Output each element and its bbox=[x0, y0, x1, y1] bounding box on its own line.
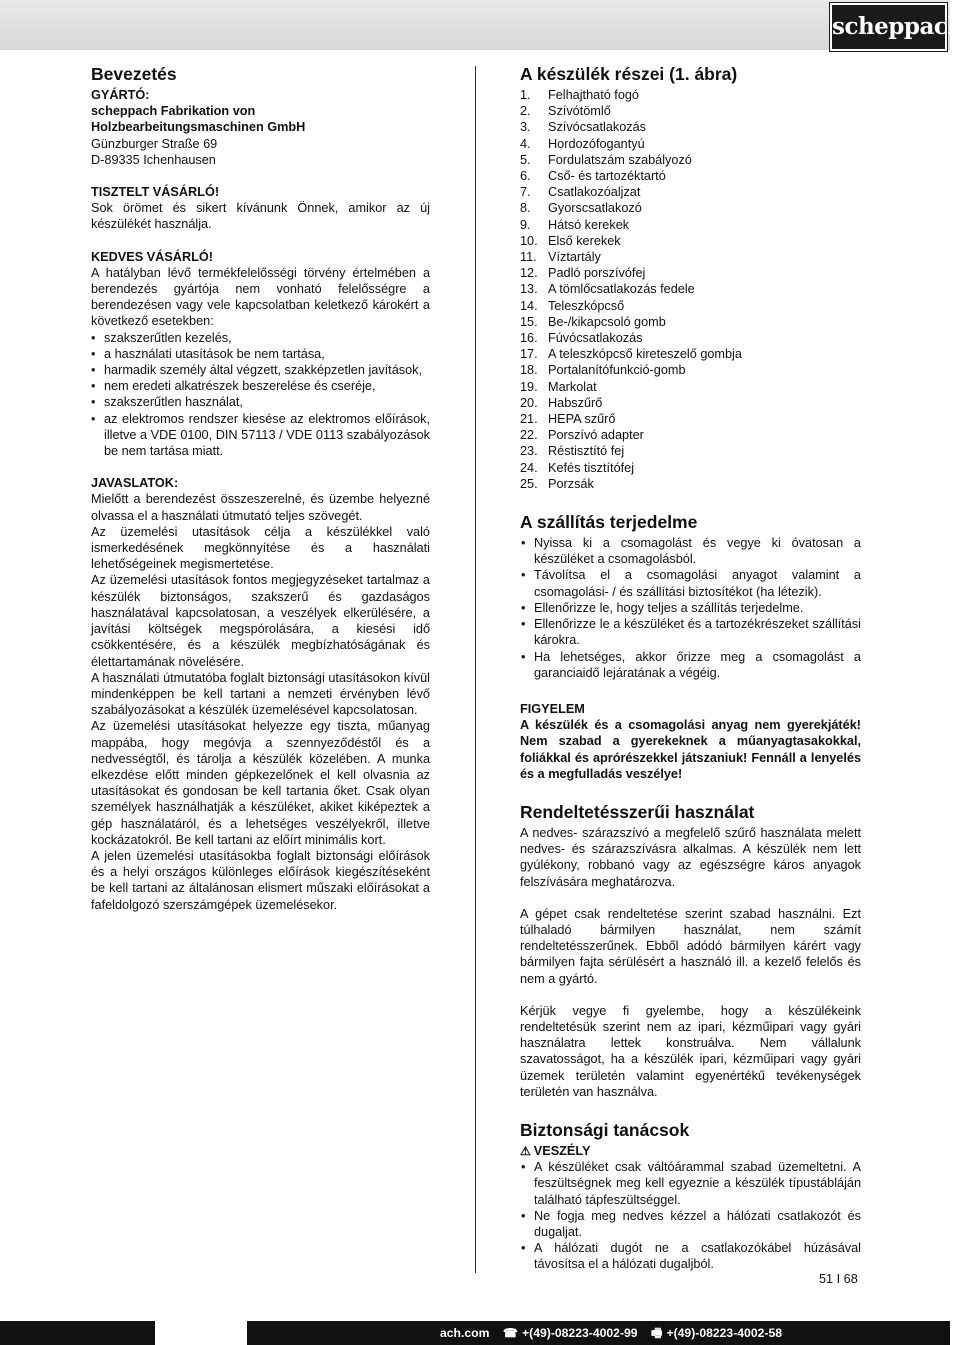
dear-customer-text: Sok örömet és sikert kívánunk Önnek, amikor az új készülékét használja. bbox=[91, 201, 430, 232]
list-item: 1. Felhajtható fogó bbox=[520, 88, 639, 102]
list-item: 4. Hordozófogantyú bbox=[520, 136, 645, 151]
column-divider bbox=[475, 66, 476, 1273]
list-item: 20. Habszűrő bbox=[520, 395, 603, 410]
list-item: • A készüléket csak váltóárammal szabad üzemeltetni. A feszültségnek meg kell egyeznie a készülék típustábláján található tápfeszültséggel. bbox=[520, 1159, 861, 1208]
usage-paragraph: Kérjük vegye fi gyelembe, hogy a készülékeink rendeltetésük szerint nem az ipari, kézműipari vagy gyári használatra lettek konstruálva. Nem vállalunk szavatosságot, ha a készülék ipari, kézműipari vagy gyári üzemek területén valamint egyenértékű tevékenységek területén van használva. bbox=[520, 1003, 861, 1099]
list-item: • szakszerűtlen használat, bbox=[91, 394, 430, 410]
address-city: D-89335 Ichenhausen bbox=[91, 152, 216, 167]
list-item: 24. Kefés tisztítófej bbox=[520, 460, 635, 475]
tips-paragraph: A jelen üzemelési utasításokba foglalt biztonsági előírások és a helyi országos különleges előírások kiegészítéseként be kell tartani az általánosan elismert műszaki előírásokat a fafeldolgozó szerszámgépek üzemelésekor. bbox=[91, 848, 430, 912]
manufacturer-name-1: scheppach Fabrikation von bbox=[91, 104, 256, 119]
tips-paragraph: A használati útmutatóba foglalt biztonsági utasításokon kívül mindenképpen be kell tartani a nemzeti érvényben lévő szabályozásokat a készülék üzemelésével kapcsolatosan. bbox=[91, 670, 430, 718]
tips-label: JAVASLATOK: bbox=[91, 476, 179, 491]
list-item: 14. Teleszkópcső bbox=[520, 298, 625, 313]
liability-intro: A hatályban lévő termékfelelősségi törvény értelmében a berendezés gyártója nem vonható felelősségre a berendezésen vagy vele kapcsolatban keletkező károkért a következő esetekben: bbox=[91, 265, 430, 329]
attention-label: FIGYELEM bbox=[520, 701, 585, 716]
list-item: 3. Szívócsatlakozás bbox=[520, 120, 647, 135]
warning-triangle-icon: ⚠ bbox=[520, 1143, 531, 1158]
list-item: 15. Be-/kikapcsoló gomb bbox=[520, 314, 666, 329]
list-item: 10. Első kerekek bbox=[520, 233, 621, 248]
list-item: • Távolítsa el a csomagolási anyagot valamint a csomagolási- / és szállítási biztosítékot (ha létezik). bbox=[520, 567, 861, 599]
list-item: • nem eredeti alkatrészek beszerelése és cseréje, bbox=[91, 378, 430, 394]
footer-phone: +(49)-08223-4002-99 bbox=[522, 1326, 638, 1340]
right-column bbox=[520, 64, 861, 1273]
left-column bbox=[91, 64, 430, 913]
safety-list bbox=[520, 1159, 861, 1272]
liability-list bbox=[91, 330, 430, 460]
address-street: Günzburger Straße 69 bbox=[91, 136, 218, 151]
footer-web: ach.com bbox=[440, 1326, 490, 1340]
usage-paragraph: A nedves- szárazszívó a megfelelő szűrő használata melett nedves- és szárazszívásra alkalmas. A készülék nem lett gyúlékony, robbanó vagy az egészségre káros anyagok felszívására meghatározva. bbox=[520, 825, 861, 889]
intro-title: Bevezetés bbox=[91, 64, 177, 84]
list-item: 2. Szívótömlő bbox=[520, 104, 611, 119]
list-item: 17. A teleszkópcső kireteszelő gombja bbox=[520, 347, 742, 362]
list-item: • Ha lehetséges, akkor őrizze meg a csomagolást a garanciaidő lejáratának a végéig. bbox=[520, 649, 861, 681]
danger-label: VESZÉLY bbox=[533, 1143, 591, 1158]
dear-customer-label: TISZTELT VÁSÁRLÓ! bbox=[91, 185, 220, 200]
manufacturer-label: GYÁRTÓ: bbox=[91, 88, 150, 102]
list-item: 11. Víztartály bbox=[520, 250, 601, 265]
tips-paragraph: Az üzemelési utasítások fontos megjegyzéseket tartalmaz a készülék biztonságos, szakszerű és gazdaságos használatával kapcsolatosan, a veszélyek elkerülésére, a javítási költségek megspórolására, a kiesési idő csökkentésére, és a készülék megbízhatóságának és élettartamának növelésére. bbox=[91, 573, 430, 669]
parts-list bbox=[520, 87, 861, 492]
list-item: • szakszerűtlen kezelés, bbox=[91, 330, 430, 346]
usage-title: Rendeltetésszerűi használat bbox=[520, 801, 755, 822]
delivery-list bbox=[520, 535, 861, 681]
list-item: • a használati utasítások be nem tartása, bbox=[91, 346, 430, 362]
list-item: • harmadik személy által végzett, szakképzetlen javítások, bbox=[91, 362, 430, 378]
list-item: 21. HEPA szűrő bbox=[520, 412, 616, 427]
attention-text: A készülék és a csomagolási anyag nem gyerekjáték! Nem szabad a gyerekeknek a műanyagtasakokkal, foliákkal és aprórészekkel játszaniuk! Fennáll a lenyelés és a megfulladás veszélye! bbox=[520, 718, 861, 781]
phone-icon: ☎ bbox=[502, 1326, 519, 1340]
fax-icon: 🖷 bbox=[650, 1326, 663, 1340]
tips-paragraph: Az üzemelési utasítások célja a készülékkel való ismerkedésének megkönnyítése és a használati lehetőségeinek megismertetése. bbox=[91, 524, 430, 572]
list-item: 22. Porszívó adapter bbox=[520, 428, 644, 443]
list-item: 12. Padló porszívófej bbox=[520, 266, 646, 281]
list-item: 19. Markolat bbox=[520, 379, 597, 394]
list-item: • Ellenőrizze le a készüléket és a tartozékrészeket szállítási károkra. bbox=[520, 616, 861, 648]
header-bar bbox=[0, 0, 964, 50]
list-item: 23. Réstisztító fej bbox=[520, 444, 625, 459]
list-item: • A hálózati dugót ne a csatlakozókábel húzásával távosítsa el a hálózati dugaljból. bbox=[520, 1240, 861, 1272]
tips-paragraph: Az üzemelési utasításokat helyezze egy tiszta, műanyag mappába, hogy megóvja a szennyeződéstől és a nedvességtől, és tárolja a készülék közelében. A munka elkezdése előtt minden gépkezelőnek el kell olvasnia az utasításokat és gondosan be kell tartania őket. Csak olyan személyek használhatják a készüléket, akiket kiképeztek a gép használatáról, és a lehetséges veszélyekről, illetve kockázatokról. Be kell tartani az előírt minimális kort. bbox=[91, 719, 430, 847]
list-item: • Ellenőrizze le, hogy teljes a szállítás terjedelme. bbox=[520, 600, 861, 616]
list-item: 7. Csatlakozóaljzat bbox=[520, 185, 641, 200]
manufacturer-name-2: Holzbearbeitungsmaschinen GmbH bbox=[91, 120, 306, 135]
page-number: 51 I 68 bbox=[819, 1272, 858, 1286]
list-item: 8. Gyorscsatlakozó bbox=[520, 201, 642, 216]
list-item: 25. Porzsák bbox=[520, 476, 594, 491]
parts-title: A készülék részei (1. ábra) bbox=[520, 64, 738, 84]
list-item: • Nyissa ki a csomagolást és vegye ki óvatosan a készüléket a csomagolásból. bbox=[520, 535, 861, 567]
list-item: 5. Fordulatszám szabályozó bbox=[520, 152, 692, 167]
list-item: 16. Fúvócsatlakozás bbox=[520, 331, 643, 346]
kedves-label: KEDVES VÁSÁRLÓ! bbox=[91, 249, 213, 264]
tips-paragraph: Mielőtt a berendezést összeszerelné, és üzembe helyezné olvassa el a használati útmutató teljes szövegét. bbox=[91, 492, 430, 523]
list-item: • Ne fogja meg nedves kézzel a hálózati csatlakozót és dugaljat. bbox=[520, 1208, 861, 1240]
footer-bar bbox=[0, 1321, 950, 1345]
delivery-title: A szállítás terjedelme bbox=[520, 512, 698, 533]
safety-title: Biztonsági tanácsok bbox=[520, 1119, 690, 1140]
footer-contact bbox=[440, 1321, 782, 1345]
usage-paragraph: A gépet csak rendeltetése szerint szabad használni. Ezt túlhaladó bármilyen használat, nem számít rendeltetésszerűnek. Ebből adódó bármilyen kárért vagy bármilyen fajta sérülésért a használó ill. a kezelő felelős és nem a gyártó. bbox=[520, 906, 861, 986]
footer-white-block bbox=[155, 1321, 247, 1345]
list-item: 18. Portalanítófunkció-gomb bbox=[520, 363, 686, 378]
list-item: 6. Cső- és tartozéktartó bbox=[520, 169, 666, 184]
scheppach-logo: scheppach bbox=[830, 3, 947, 51]
list-item: 13. A tömlőcsatlakozás fedele bbox=[520, 282, 695, 297]
list-item: 9. Hátsó kerekek bbox=[520, 217, 630, 232]
footer-fax: +(49)-08223-4002-58 bbox=[666, 1326, 782, 1340]
danger-heading bbox=[520, 1143, 861, 1159]
list-item: • az elektromos rendszer kiesése az elektromos előírások, illetve a VDE 0100, DIN 57113 / VDE 0113 szabályozások be nem tartása miatt. bbox=[91, 411, 430, 460]
